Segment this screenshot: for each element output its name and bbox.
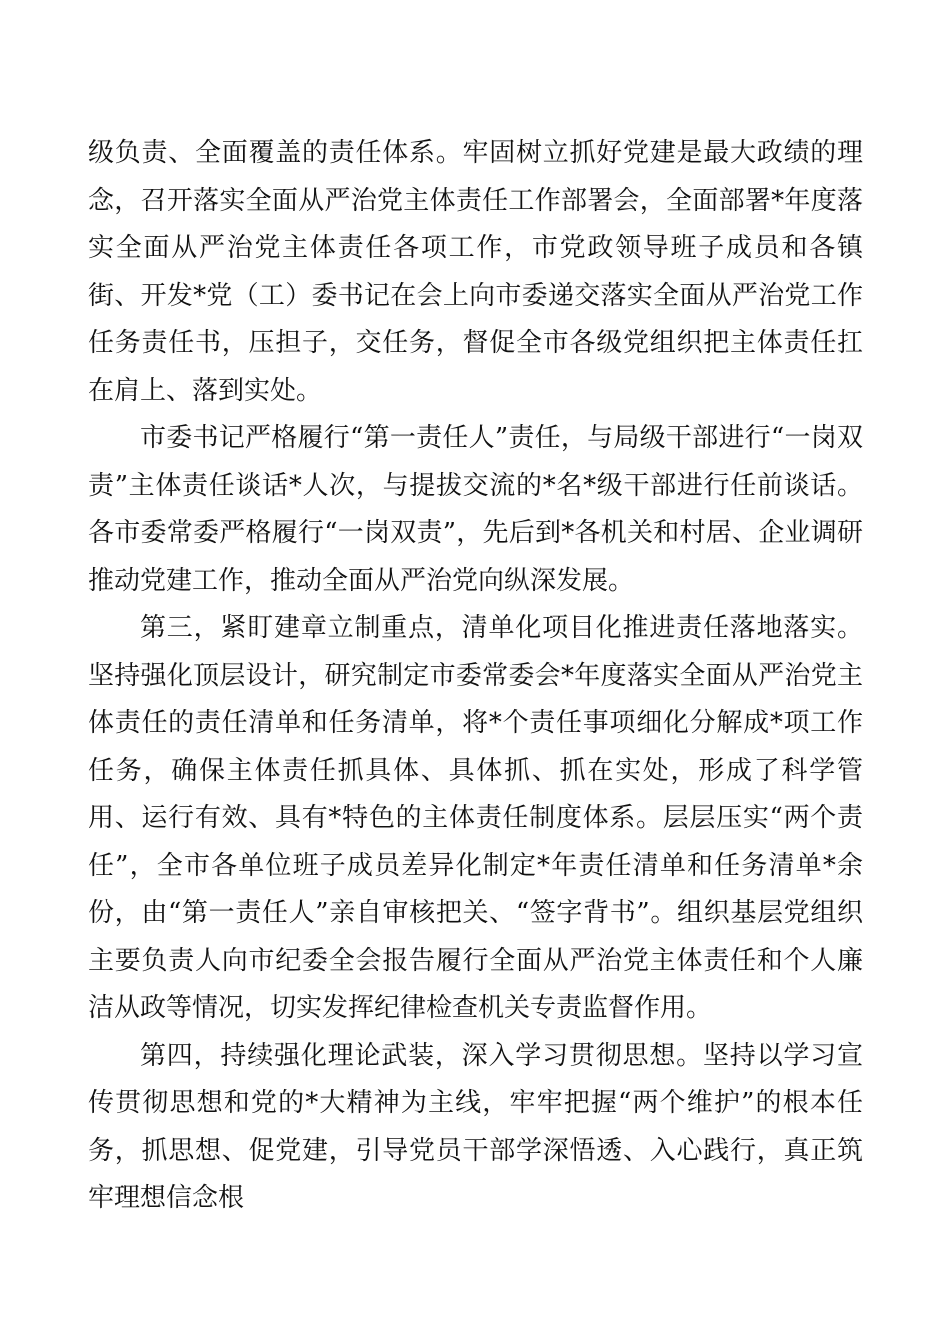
document-page <box>88 130 863 1223</box>
paragraph-3: 第三，紧盯建章立制重点，清单化项目化推进责任落地落实。坚持强化顶层设计，研究制定市委常委会*年度落实全面从严治党主体责任的责任清单和任务清单，将*个责任事项细化分解成*项工作任务，确保主体责任抓具体、具体抓、抓在实处，形成了科学管用、运行有效、具有*特色的主体责任制度体系。层层压实“两个责任”，全市各单位班子成员差异化制定*年责任清单和任务清单*余份，由“第一责任人”亲自审核把关、“签字背书”。组织基层党组织主要负责人向市纪委全会报告履行全面从严治党主体责任和个人廉洁从政等情况，切实发挥纪律检查机关专责监督作用。 <box>88 613 863 1023</box>
paragraph-2: 市委书记严格履行“第一责任人”责任，与局级干部进行“一岗双责”主体责任谈话*人次，与提拔交流的*名*级干部进行任前谈话。各市委常委严格履行“一岗双责”，先后到*各机关和村居、企业调研推动党建工作，推动全面从严治党向纵深发展。 <box>88 423 863 596</box>
paragraph-4: 第四，持续强化理论武装，深入学习贯彻思想。坚持以学习宣传贯彻思想和党的*大精神为主线，牢牢把握“两个维护”的根本任务，抓思想、促党建，引导党员干部学深悟透、入心践行，真正筑牢理想信念根 <box>88 1040 863 1213</box>
paragraph-1: 级负责、全面覆盖的责任体系。牢固树立抓好党建是最大政绩的理念，召开落实全面从严治党主体责任工作部署会，全面部署*年度落实全面从严治党主体责任各项工作，市党政领导班子成员和各镇街、开发*党（工）委书记在会上向市委递交落实全面从严治党工作任务责任书，压担子，交任务，督促全市各级党组织把主体责任扛在肩上、落到实处。 <box>88 138 863 406</box>
